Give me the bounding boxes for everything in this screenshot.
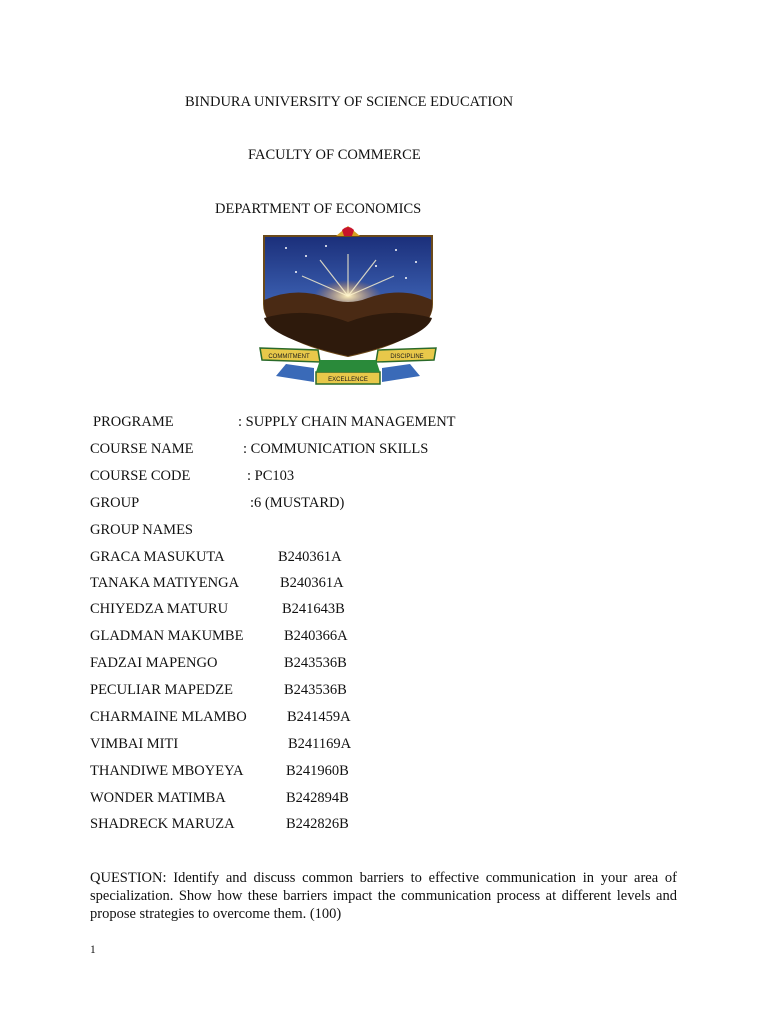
svg-text:DISCIPLINE: DISCIPLINE: [390, 354, 424, 360]
student-id: B240361A: [280, 575, 344, 591]
svg-text:COMMITMENT: COMMITMENT: [268, 354, 310, 360]
course-name-label: COURSE NAME: [90, 441, 194, 457]
university-crest-logo: [256, 226, 450, 392]
university-title: BINDURA UNIVERSITY OF SCIENCE EDUCATION: [185, 94, 514, 110]
list-item: VIMBAI MITI: [90, 736, 179, 752]
list-item: SHADRECK MARUZA: [90, 816, 235, 832]
programme-label: PROGRAME: [93, 414, 174, 430]
student-id: B241459A: [287, 709, 351, 725]
student-id: B241960B: [286, 763, 349, 779]
list-item: GLADMAN MAKUMBE: [90, 628, 244, 644]
student-id: B242894B: [286, 790, 349, 806]
course-code-label: COURSE CODE: [90, 468, 191, 484]
list-item: FADZAI MAPENGO: [90, 655, 218, 671]
faculty-title: FACULTY OF COMMERCE: [248, 147, 421, 163]
course-name-value: : COMMUNICATION SKILLS: [243, 441, 429, 457]
list-item: GRACA MASUKUTA: [90, 549, 225, 565]
list-item: CHIYEDZA MATURU: [90, 601, 229, 617]
group-value: :6 (MUSTARD): [250, 495, 345, 511]
page-number: 1: [90, 944, 96, 956]
list-item: THANDIWE MBOYEYA: [90, 763, 244, 779]
student-id: B243536B: [284, 655, 347, 671]
assignment-question: QUESTION: Identify and discuss common barriers to effective communication in your area of specialization. Show how these barriers impact the communication process at different levels and propose strategies to overcome them. (100): [90, 870, 677, 922]
programme-value: : SUPPLY CHAIN MANAGEMENT: [238, 414, 456, 430]
student-id: B241169A: [288, 736, 352, 752]
list-item: WONDER MATIMBA: [90, 790, 226, 806]
department-title: DEPARTMENT OF ECONOMICS: [215, 201, 422, 217]
crest-icon: [256, 226, 450, 392]
list-item: PECULIAR MAPEDZE: [90, 682, 233, 698]
student-id: B240361A: [278, 549, 342, 565]
course-code-value: : PC103: [247, 468, 295, 484]
group-names-label: GROUP NAMES: [90, 522, 193, 538]
svg-text:EXCELLENCE: EXCELLENCE: [328, 377, 368, 383]
group-label: GROUP: [90, 495, 140, 511]
student-id: B243536B: [284, 682, 347, 698]
list-item: TANAKA MATIYENGA: [90, 575, 240, 591]
student-id: B240366A: [284, 628, 348, 644]
student-id: B242826B: [286, 816, 349, 832]
student-id: B241643B: [282, 601, 345, 617]
list-item: CHARMAINE MLAMBO: [90, 709, 247, 725]
